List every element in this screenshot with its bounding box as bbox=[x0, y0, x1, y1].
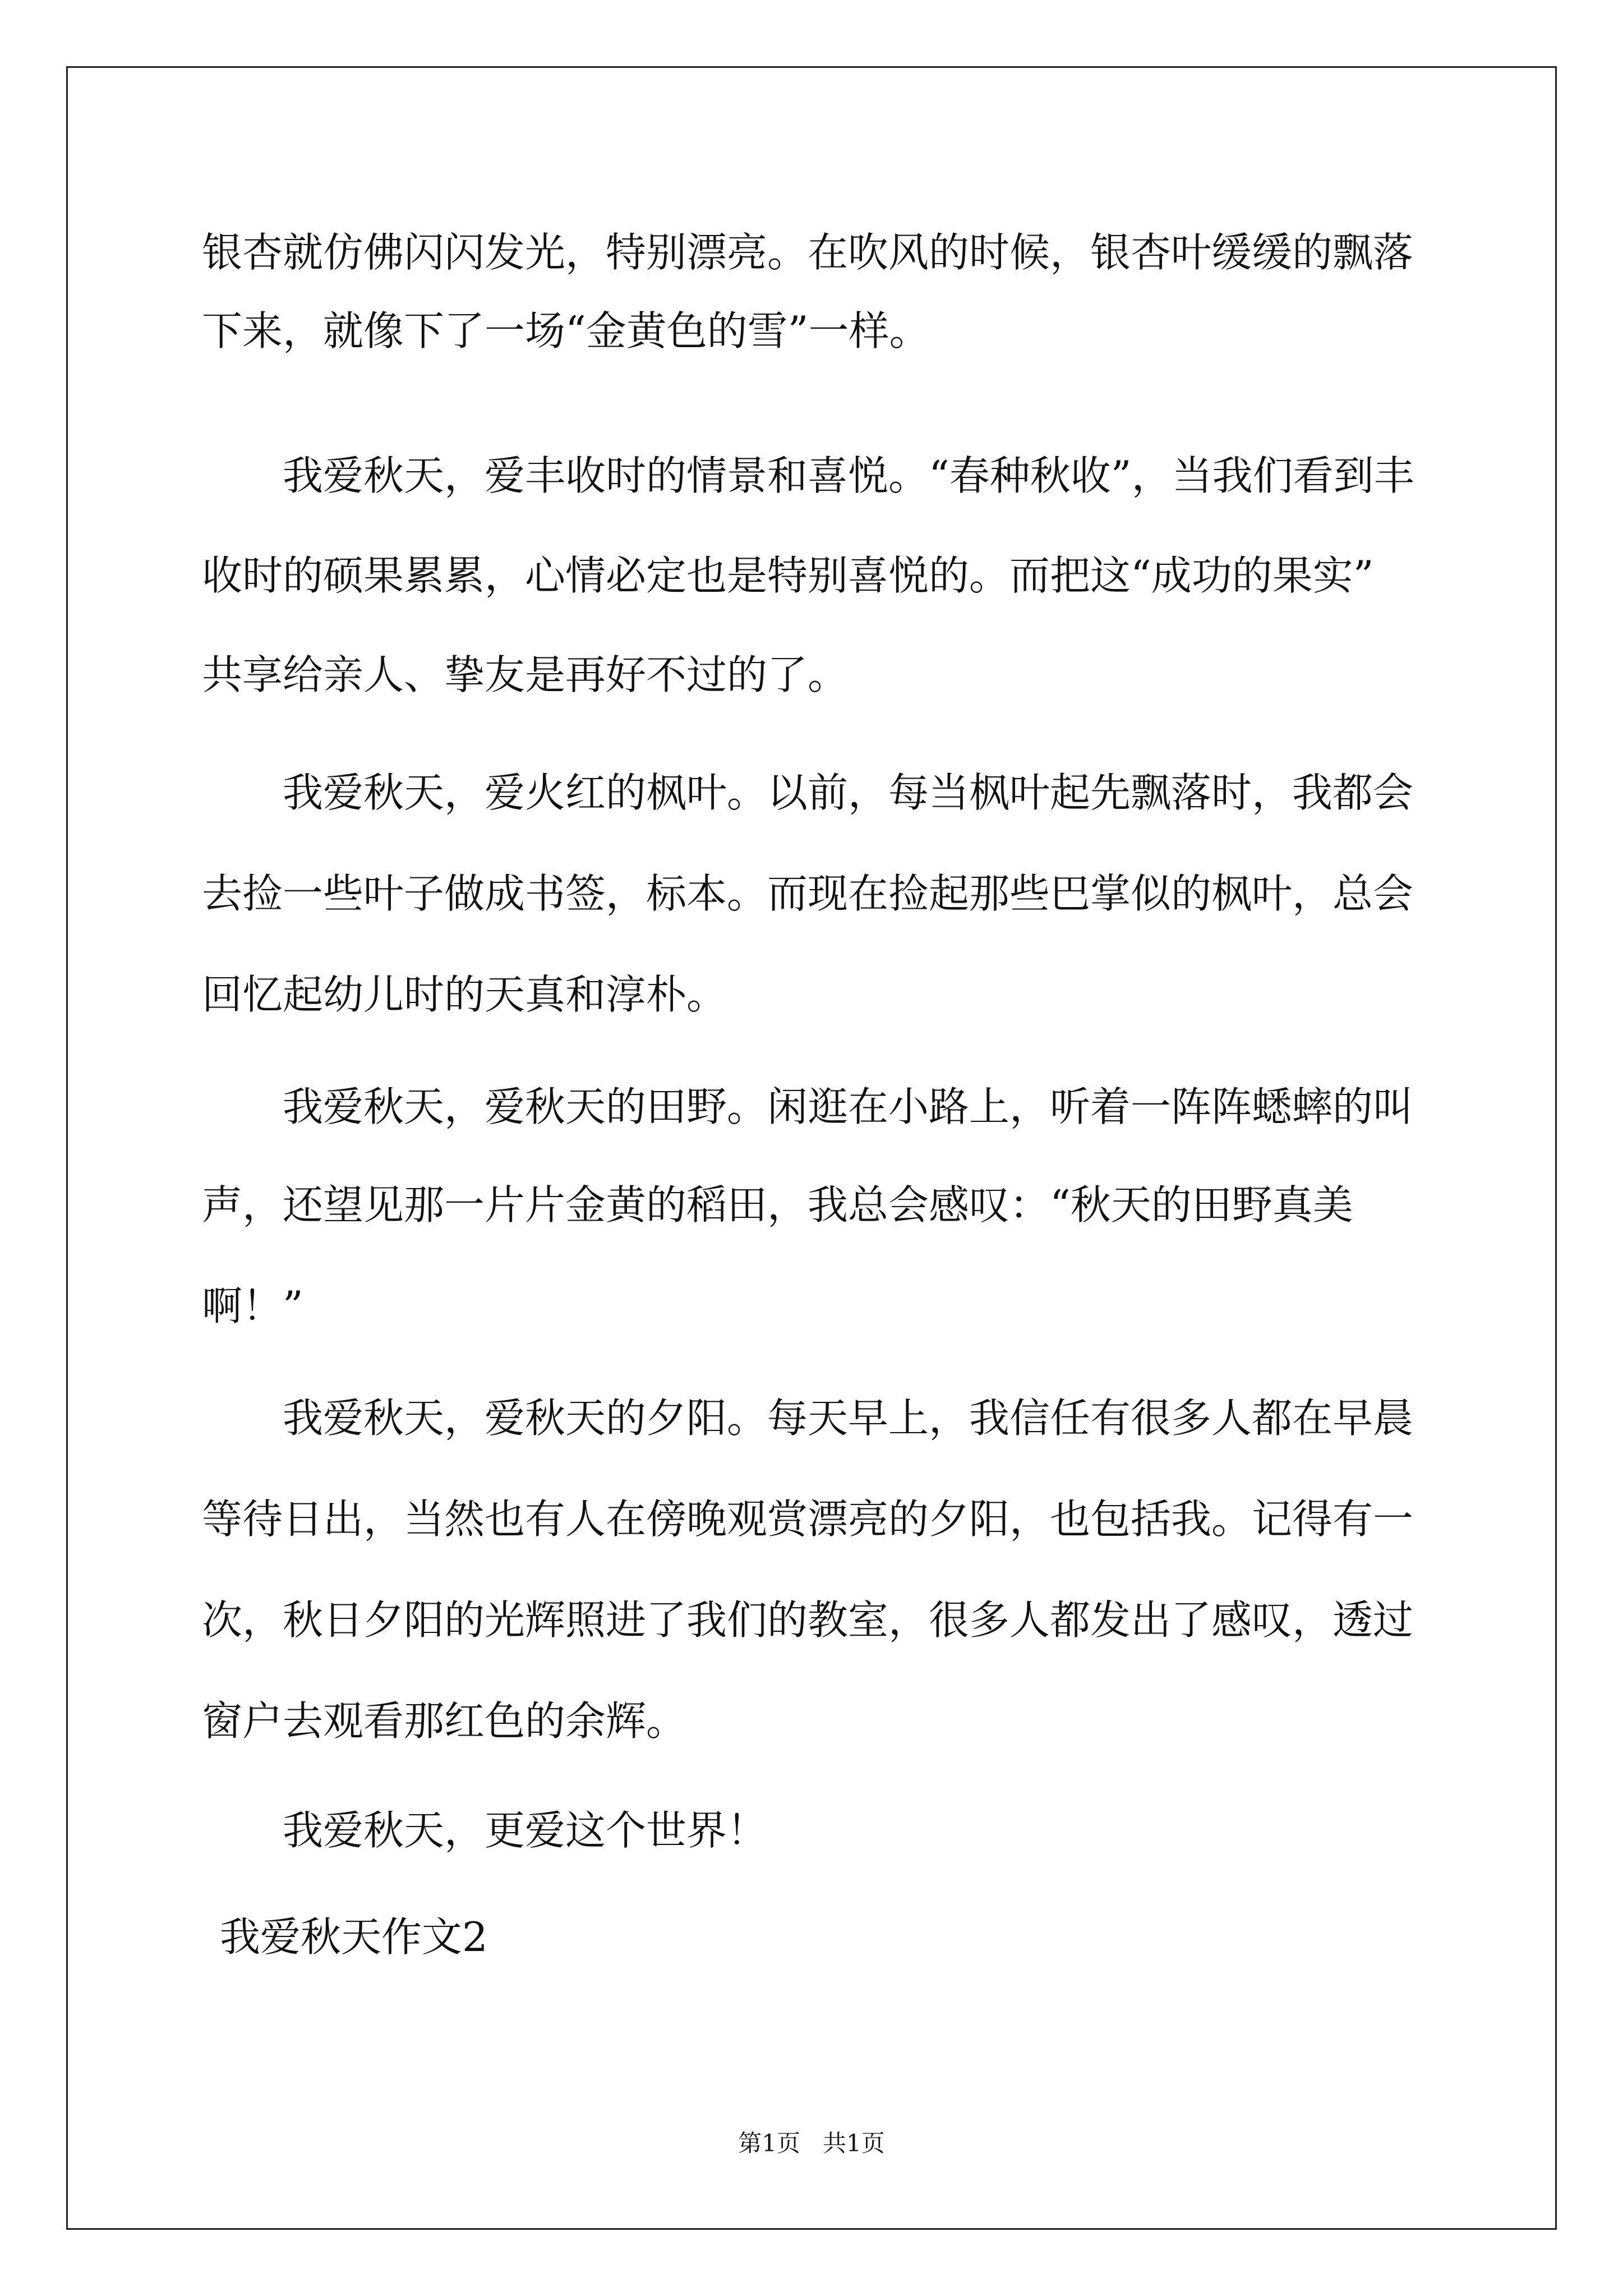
text-line: 银杏就仿佛闪闪发光，特别漂亮。在吹风的时候，银杏叶缓缓的飘落 bbox=[202, 229, 1414, 276]
page-footer: 第1页 共1页 bbox=[738, 2129, 885, 2157]
text-line: 啊！” bbox=[202, 1282, 303, 1329]
text-line: 窗户去观看那红色的余辉。 bbox=[202, 1697, 687, 1745]
text-line: 回忆起幼儿时的天真和淳朴。 bbox=[202, 971, 727, 1018]
text-line: 等待日出，当然也有人在傍晚观赏漂亮的夕阳，也包括我。记得有一 bbox=[202, 1496, 1414, 1543]
section-heading: 我爱秋天作文2 bbox=[220, 1913, 488, 1961]
text-line: 收时的硕果累累，心情必定也是特别喜悦的。而把这“成功的果实” bbox=[202, 552, 1374, 599]
text-line: 共享给亲人、挚友是再好不过的了。 bbox=[202, 651, 849, 698]
paragraph-start: 我爱秋天，爱秋天的田野。闲逛在小路上，听着一阵阵蟋蟀的叫 bbox=[283, 1083, 1414, 1130]
text-line: 去捡一些叶子做成书签，标本。而现在捡起那些巴掌似的枫叶，总会 bbox=[202, 870, 1414, 917]
paragraph-start: 我爱秋天，爱火红的枫叶。以前，每当枫叶起先飘落时，我都会 bbox=[283, 769, 1414, 816]
text-line: 下来，就像下了一场“金黄色的雪”一样。 bbox=[202, 307, 930, 355]
text-line: 声，还望见那一片片金黄的稻田，我总会感叹：“秋天的田野真美 bbox=[202, 1181, 1353, 1228]
paragraph-start: 我爱秋天，爱秋天的夕阳。每天早上，我信任有很多人都在早晨 bbox=[283, 1395, 1414, 1442]
paragraph-start: 我爱秋天，爱丰收时的情景和喜悦。“春种秋收”，当我们看到丰 bbox=[283, 452, 1414, 499]
paragraph-start: 我爱秋天，更爱这个世界！ bbox=[283, 1807, 768, 1854]
text-line: 次，秋日夕阳的光辉照进了我们的教室，很多人都发出了感叹，透过 bbox=[202, 1596, 1414, 1644]
